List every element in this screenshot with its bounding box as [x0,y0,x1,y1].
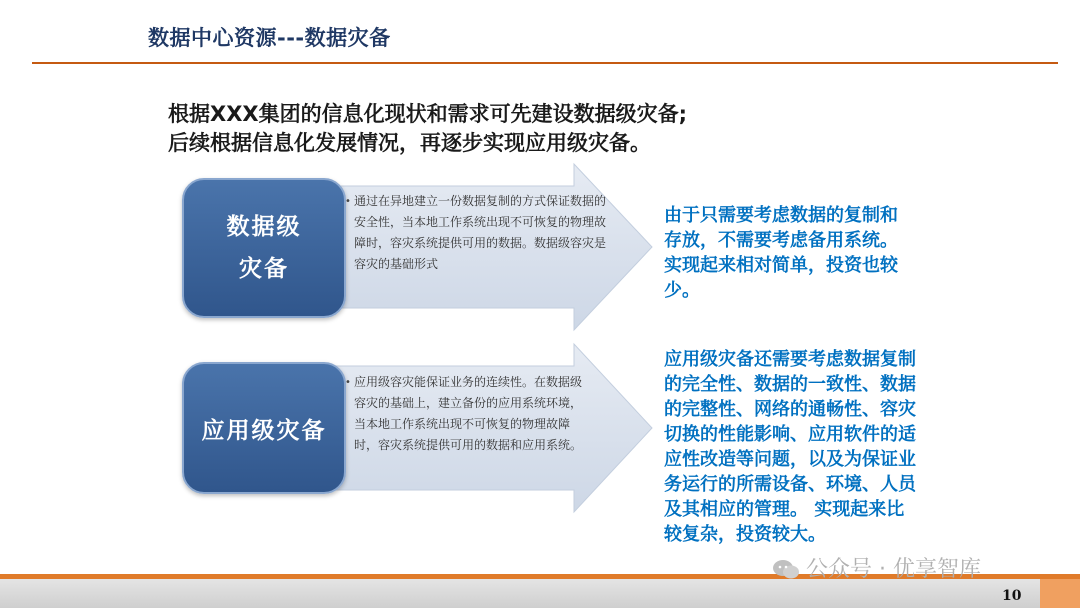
description-1-text: 通过在异地建立一份数据复制的方式保证数据的安全性，当本地工作系统出现不可恢复的物理故障时，容灾系统提供可用的数据。数据级容灾是容灾的基础形式 [354,194,607,271]
description-app-level [345,372,592,456]
label-1-line-2: 灾备 [239,256,289,282]
subtitle-line-2: 后续根据信息化发展情况，再逐步实现应用级灾备。 [168,131,651,155]
description-2-text: 应用级容灾能保证业务的连续性。在数据级容灾的基础上，建立备份的应用系统环境，当本地工作系统出现不可恢复的物理故障时，容灾系统提供可用的数据和应用系统。 [354,375,583,452]
subtitle-line-1: 根据XXX集团的信息化现状和需求可先建设数据级灾备; [168,102,687,126]
label-1-line-1: 数据级 [226,214,302,240]
label-data-level-dr [182,178,346,318]
bullet-dot-icon: • [345,196,351,207]
slide-title: 数据中心资源---数据灾备 [148,26,391,50]
label-app-level-dr [182,362,346,494]
watermark [772,552,981,583]
watermark-text: 公众号 · 优享智库 [806,557,981,582]
bullet-dot-icon: • [345,377,351,388]
label-2-line-1: 应用级灾备 [201,417,327,444]
description-data-level [345,191,616,275]
page-number: 10 [1002,588,1022,604]
wechat-icon [772,559,800,581]
note-data-level: 由于只需要考虑数据的复制和存放，不需要考虑备用系统。实现起来相对简单，投资也较少。 [664,205,898,301]
footer-corner-shape [1040,579,1080,608]
note-app-level: 应用级灾备还需要考虑数据复制的完全性、数据的一致性、数据的完整性、网络的通畅性、容灾切换的性能影响、应用软件的适应性改造等问题，以及为保证业务运行的所需设备、环境、人员及其相应的管理。 实现起来比较复杂，投资较大。 [664,349,916,545]
